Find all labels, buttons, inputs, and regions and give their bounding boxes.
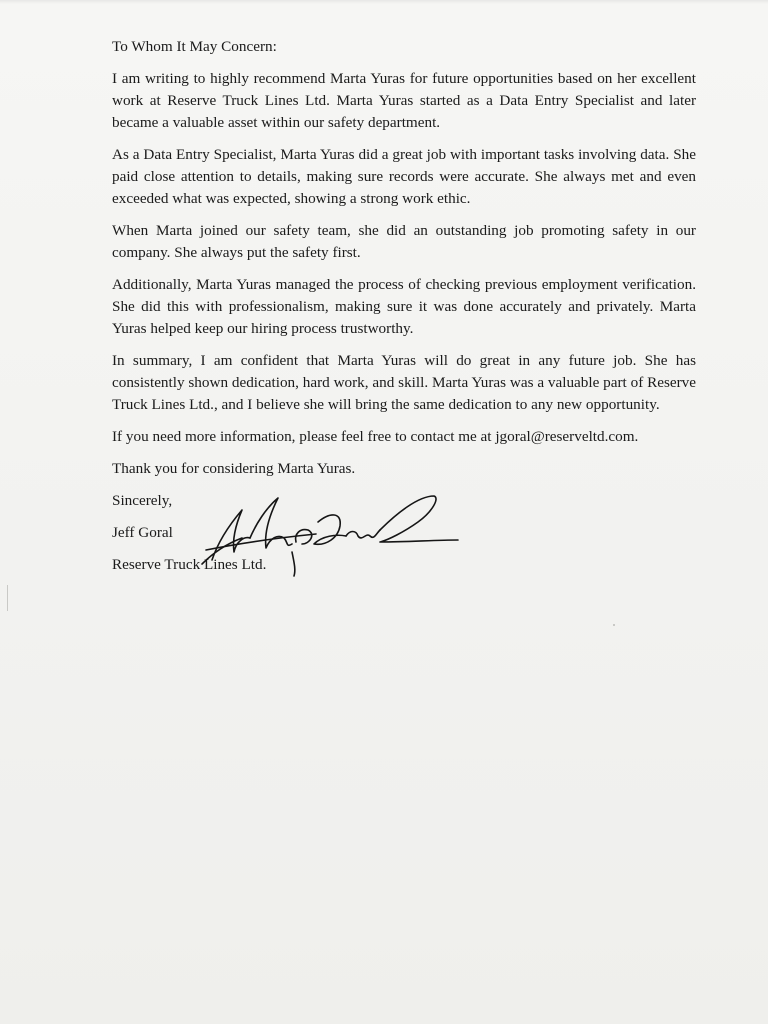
signature-stroke (380, 496, 458, 542)
signature-stroke (346, 530, 380, 538)
signature-stroke (250, 498, 292, 548)
salutation: To Whom It May Concern: (112, 38, 277, 55)
paragraph-employment-verification: Additionally, Marta Yuras managed the process of checking previous employment verification. She did this with professionalism, making sure it was done accurately and privately. Marta Yuras helped keep our hiring process trustworthy. (112, 276, 696, 337)
signer-company: Reserve Truck Lines Ltd. (112, 556, 267, 573)
closing: Sincerely, (112, 492, 173, 509)
scan-top-edge (0, 0, 768, 4)
signature-stroke (292, 552, 295, 576)
paragraph-summary: In summary, I am confident that Marta Yuras will do great in any future job. She has consistently shown dedication, hard work, and skill. Marta Yuras was a valuable part of Reserve Truck Lines Ltd., and I believe she will bring the same dedication to any new opportunity. (112, 352, 696, 413)
scan-edge-mark (613, 624, 615, 626)
paragraph-data-entry: As a Data Entry Specialist, Marta Yuras did a great job with important tasks involving data. She paid close attention to details, making sure records were accurate. She always met and even exceeded what was expected, showing a strong work ethic. (112, 146, 696, 207)
signature-stroke (314, 515, 346, 544)
scan-edge-mark (7, 585, 8, 611)
signer-name: Jeff Goral (112, 524, 173, 541)
paragraph-contact: If you need more information, please feel free to contact me at jgoral@reserveltd.com. (112, 428, 639, 445)
signature-stroke (296, 530, 312, 544)
thanks-line: Thank you for considering Marta Yuras. (112, 460, 356, 477)
handwritten-signature (196, 490, 464, 580)
signature-stroke (202, 510, 250, 564)
paragraph-safety-team: When Marta joined our safety team, she did an outstanding job promoting safety in our company. She always put the safety first. (112, 222, 696, 261)
paragraph-recommendation: I am writing to highly recommend Marta Yuras for future opportunities based on her excellent work at Reserve Truck Lines Ltd. Marta Yuras started as a Data Entry Specialist and later became a valuable asset within our safety department. (112, 70, 696, 131)
